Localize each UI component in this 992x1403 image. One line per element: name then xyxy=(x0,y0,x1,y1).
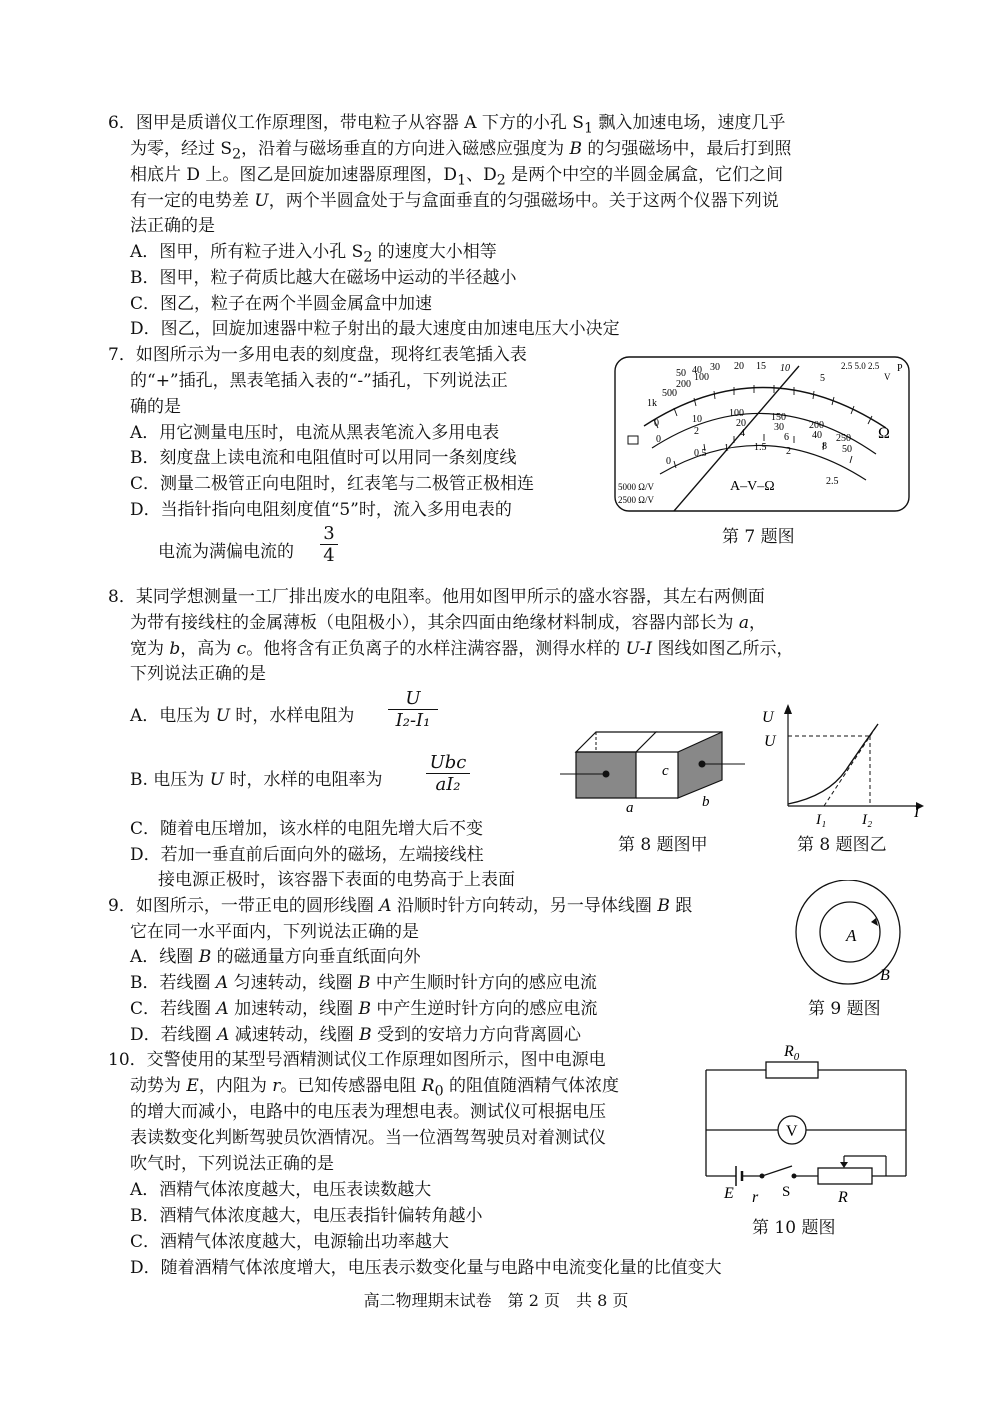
meter-mid2-tick-30: 30 xyxy=(774,422,784,433)
switch-s-label: S xyxy=(782,1184,791,1200)
q7-option-d-cont: 电流为满偏电流的 xyxy=(158,542,294,562)
q10-figure-caption: 第 10 题图 xyxy=(752,1218,836,1238)
q6-line4: 有一定的电势差 U，两个半圆盒处于与盒面垂直的匀强磁场中。关于这两个仪器下列说 xyxy=(130,191,779,211)
meter-mid3-tick-2: 2 xyxy=(694,426,699,437)
q8-line2: 为带有接线柱的金属薄板（电阻极小），其余四面由绝缘材料制成，容器内部长为 a， xyxy=(130,613,767,633)
q7-line3: 确的是 xyxy=(130,397,181,417)
meter-ohm-tick-15: 15 xyxy=(756,361,766,372)
meter-ohm-tick-1k: 1k xyxy=(647,398,657,409)
q9-option-d: D．若线圈 A 减速转动，线圈 B 受到的安培力方向背离圆心 xyxy=(130,1025,582,1045)
q6-option-c: C．图乙，粒子在两个半圆金属盒中加速 xyxy=(130,294,433,314)
q7-line2: 的“+”插孔，黑表笔插入表的“-”插孔，下列说法正 xyxy=(130,371,508,391)
meter-ohm-tick-40: 40 xyxy=(692,365,702,376)
q8-option-b: B. 电压为 U 时，水样的电阻率为 xyxy=(130,770,383,790)
graph-u-label: U xyxy=(764,733,776,750)
meter-low-tick-2.5: 2.5 xyxy=(826,476,839,487)
multimeter-dial-figure xyxy=(614,356,910,512)
q6-option-a: A．图甲，所有粒子进入小孔 $S_2$ 的速度大小相等 xyxy=(130,242,497,266)
rheostat-r xyxy=(818,1168,872,1184)
q7-fraction: $\frac{3}{4}$ xyxy=(320,523,338,566)
graph-i-axis-label: I xyxy=(914,804,920,821)
coil-a-label: A xyxy=(846,926,857,945)
q7-option-a: A．用它测量电压时，电流从黑表笔流入多用电表 xyxy=(130,423,500,443)
q8-line3: 宽为 b，高为 c。他将含有正负离子的水样注满容器，测得水样的 U-I 图线如图乙所示， xyxy=(130,639,794,659)
q10-option-a: A．酒精气体浓度越大，电压表读数越大 xyxy=(130,1180,432,1200)
box-c-label: c xyxy=(662,763,669,779)
q6-option-b: B．图甲，粒子荷质比越大在磁场中运动的半径越小 xyxy=(130,268,517,288)
meter-mid3-tick-10: 10 xyxy=(692,414,702,425)
q8-option-c: C．随着电压增加，该水样的电阻先增大后不变 xyxy=(130,819,484,839)
meter-ohm-tick-10: 10 xyxy=(780,363,790,374)
q10-line2: 动势为 E，内阻为 r。已知传感器电阻 $R_0$ 的阻值随酒精气体浓度 xyxy=(130,1076,620,1100)
meter-mid2-tick-40: 40 xyxy=(812,430,822,441)
q9-figure-caption: 第 9 题图 xyxy=(808,999,881,1019)
q10-option-d: D．随着酒精气体浓度增大，电压表示数变化量与电路中电流变化量的比值变大 xyxy=(130,1258,722,1278)
q8-b-fraction: Ubc aI₂ xyxy=(426,752,470,795)
meter-low-tick-0.5: 0.5 xyxy=(694,448,707,459)
circuit-figure xyxy=(700,1040,912,1208)
source-e-label: E xyxy=(724,1185,734,1202)
r0-label: $R_0$ xyxy=(784,1043,800,1063)
meter-mid-tick-200: 200 xyxy=(809,420,824,431)
meter-mid3-tick-6: 6 xyxy=(784,432,789,443)
q9-option-b: B．若线圈 A 匀速转动，线圈 B 中产生顺时针方向的感应电流 xyxy=(130,973,597,993)
q10-line4: 表读数变化判断驾驶员饮酒情况。当一位酒驾驾驶员对着测试仪 xyxy=(130,1128,606,1148)
meter-ohm-tick-100: 100 xyxy=(694,372,709,383)
meter-top-label: 2.5 5.0 2.5 xyxy=(841,361,880,371)
q9-line1: 9．如图所示，一带正电的圆形线圈 A 沿顺时针方向转动，另一导体线圈 B 跟 xyxy=(108,896,693,916)
water-container-figure xyxy=(560,728,745,814)
meter-ohm-tick-500: 500 xyxy=(662,388,677,399)
ui-graph-figure xyxy=(758,700,928,830)
q7-option-d: D．当指针指向电阻刻度值“5”时，流入多用电表的 xyxy=(130,500,512,520)
q7-line1: 7．如图所示为一多用电表的刻度盘，现将红表笔插入表 xyxy=(108,345,527,365)
meter-mid3-tick-4: 4 xyxy=(740,428,745,439)
q7-figure-caption: 第 7 题图 xyxy=(722,527,795,547)
q8-a-fraction: $\frac{U}{\text{I₂-I₁}}$ xyxy=(388,688,438,731)
meter-mid3-tick-0: 0 xyxy=(654,418,659,429)
meter-avo-label: A–V–Ω xyxy=(730,479,775,494)
rheostat-r-label: R xyxy=(838,1189,848,1206)
meter-low-tick-1.5: 1.5 xyxy=(754,442,767,453)
q9-option-a: A．线圈 B 的磁通量方向垂直纸面向外 xyxy=(130,947,421,967)
meter-mid2-tick-20: 20 xyxy=(736,418,746,429)
q7-option-b: B．刻度盘上读电流和电阻值时可以用同一条刻度线 xyxy=(130,448,517,468)
meter-spec-5000: 5000 Ω/V xyxy=(618,482,654,492)
meter-v-label: V xyxy=(884,372,891,382)
q8-figure-a-caption: 第 8 题图甲 xyxy=(618,835,708,855)
q10-option-b: B．酒精气体浓度越大，电压表指针偏转角越小 xyxy=(130,1206,483,1226)
meter-mid3-tick-0b: 0 xyxy=(656,434,661,445)
q10-line5: 吹气时，下列说法正确的是 xyxy=(130,1154,334,1174)
meter-ohm-tick-5: 5 xyxy=(820,373,825,384)
q10-line3: 的增大而减小，电路中的电压表为理想电表。测试仪可根据电压 xyxy=(130,1102,606,1122)
q9-option-c: C．若线圈 A 加速转动，线圈 B 中产生逆时针方向的感应电流 xyxy=(130,999,598,1019)
q6-line5: 法正确的是 xyxy=(130,216,215,236)
q10-option-c: C．酒精气体浓度越大，电源输出功率越大 xyxy=(130,1232,450,1252)
q8-option-d: D．若加一垂直前后面向外的磁场，左端接线柱 xyxy=(130,845,484,865)
voltmeter-label: V xyxy=(786,1123,798,1140)
meter-mid-tick-100: 100 xyxy=(729,408,744,419)
graph-i2-label: I₂ xyxy=(862,812,873,828)
q8-option-d-cont: 接电源正极时，该容器下表面的电势高于上表面 xyxy=(158,870,515,890)
page-footer: 高二物理期末试卷 第 2 页 共 8 页 xyxy=(363,1291,629,1310)
meter-mid-tick-250: 250 xyxy=(836,433,851,444)
meter-ohm-tick-20: 20 xyxy=(734,361,744,372)
box-b-label: b xyxy=(702,794,710,810)
q6-option-d: D．图乙，回旋加速器中粒子射出的最大速度由加速电压大小决定 xyxy=(130,319,620,339)
meter-mid-tick-150: 150 xyxy=(771,412,786,423)
q8-line4: 下列说法正确的是 xyxy=(130,664,266,684)
q8-figure-b-caption: 第 8 题图乙 xyxy=(797,835,887,855)
q6-line3: 相底片 D 上。图乙是回旋加速器原理图，$D_1$、$D_2$ 是两个中空的半圆金属盒，它们之间 xyxy=(130,165,784,189)
meter-ohm-label: Ω xyxy=(878,425,890,442)
q9-line2: 它在同一水平面内，下列说法正确的是 xyxy=(130,922,419,942)
meter-p-label: P xyxy=(897,363,903,374)
box-a-label: a xyxy=(626,800,634,814)
q8-option-a: A．电压为 U 时，水样电阻为 xyxy=(130,706,355,726)
meter-low-tick-2: 2 xyxy=(786,446,791,457)
graph-u-axis-label: U xyxy=(762,709,774,726)
q10-line1: 10．交警使用的某型号酒精测试仪工作原理如图所示，图中电源电 xyxy=(108,1050,606,1070)
resistor-r0 xyxy=(766,1062,818,1078)
switch xyxy=(762,1166,792,1176)
q6-line2: 为零，经过 $S_2$，沿着与磁场垂直的方向进入磁感应强度为 B 的匀强磁场中，最后打到照 xyxy=(130,139,792,163)
source-r-label: r xyxy=(752,1189,759,1206)
meter-mid3-tick-8: 8 xyxy=(822,441,827,452)
q6-line1: 6．图甲是质谱仪工作原理图，带电粒子从容器 A 下方的小孔 $S_1$ 飘入加速电场，速度几乎 xyxy=(108,113,786,137)
q8-line1: 8．某同学想测量一工厂排出废水的电阻率。他用如图甲所示的盛水容器，其左右两侧面 xyxy=(108,587,765,607)
q7-option-c: C．测量二极管正向电阻时，红表笔与二极管正极相连 xyxy=(130,474,535,494)
meter-low-tick-1: 1 xyxy=(724,443,729,454)
meter-spec-2500: 2500 Ω/V xyxy=(618,495,654,505)
meter-mid2-tick-50: 50 xyxy=(842,444,852,455)
coil-figure xyxy=(788,880,908,986)
meter-ohm-tick-200: 200 xyxy=(676,379,691,390)
meter-ohm-tick-50: 50 xyxy=(676,368,686,379)
meter-low-tick-0: 0 xyxy=(666,456,671,467)
graph-i1-label: I₁ xyxy=(816,812,827,828)
coil-b-label: B xyxy=(880,967,890,984)
meter-ohm-tick-30: 30 xyxy=(710,362,720,373)
